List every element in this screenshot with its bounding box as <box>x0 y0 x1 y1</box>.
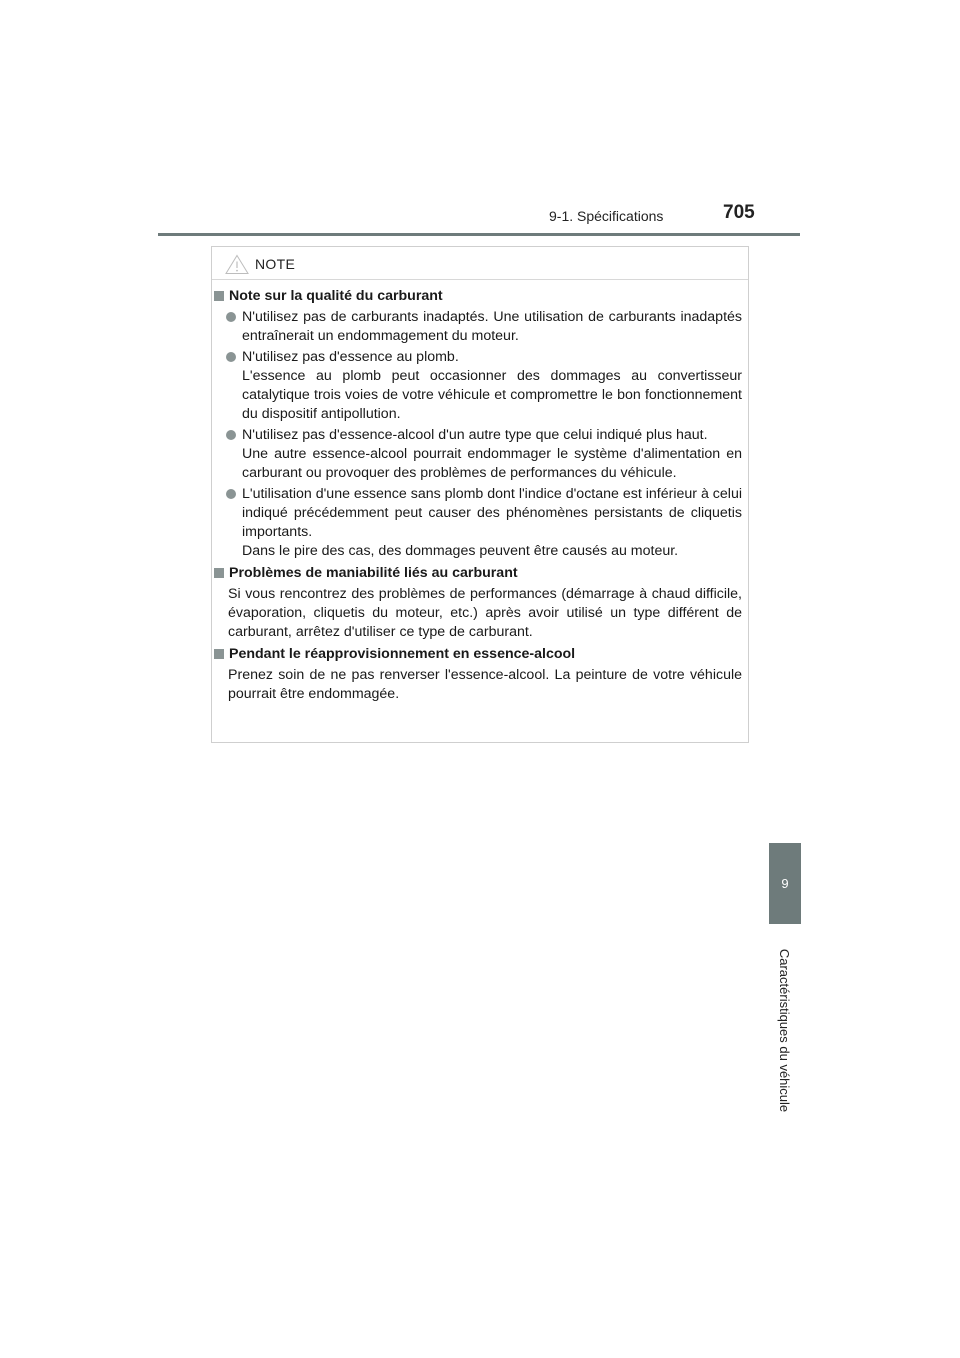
section-paragraph <box>228 585 742 642</box>
paragraph: N'utilisez pas de carburants inadaptés. Une utilisation de carburants inadaptés entraînerait un endommagement du moteur. <box>242 309 742 344</box>
note-header <box>225 253 295 275</box>
circle-bullet-icon <box>226 489 236 499</box>
list-item <box>226 348 742 424</box>
section-title: 9-1. Spécifications <box>549 208 664 224</box>
paragraph: N'utilisez pas d'essence-alcool d'un autre type que celui indiqué plus haut. <box>242 427 708 443</box>
circle-bullet-icon <box>226 352 236 362</box>
note-body <box>214 287 742 704</box>
list-item <box>226 485 742 561</box>
chapter-label-text: Caractéristiques du véhicule <box>777 948 793 1112</box>
page-number: 705 <box>723 202 755 223</box>
section-heading <box>214 287 742 306</box>
list-item-text <box>242 308 742 346</box>
list-item-text <box>242 485 742 561</box>
list-item <box>226 308 742 346</box>
header-rule <box>158 233 800 236</box>
square-bullet-icon <box>214 568 224 578</box>
note-divider <box>212 279 748 280</box>
note-section-drivability <box>214 564 742 642</box>
circle-bullet-icon <box>226 430 236 440</box>
square-bullet-icon <box>214 649 224 659</box>
list-item <box>226 426 742 483</box>
circle-bullet-icon <box>226 312 236 322</box>
paragraph: Si vous rencontrez des problèmes de performances (démarrage à chaud difficile, évaporation, cliquetis du moteur, etc.) après avoir utilisé un type différent de carburant, arrêtez d'utiliser ce type de carburant. <box>228 586 742 640</box>
section-heading-text: Note sur la qualité du carburant <box>229 288 443 304</box>
section-heading-text: Problèmes de maniabilité liés au carburant <box>229 565 518 581</box>
paragraph: N'utilisez pas d'essence au plomb. <box>242 349 459 365</box>
list-item-text <box>242 426 742 483</box>
square-bullet-icon <box>214 291 224 301</box>
paragraph: L'essence au plomb peut occasionner des dommages au convertisseur catalytique trois voies de votre véhicule et compromettre le bon fonctionnement du dispositif antipollution. <box>242 368 742 422</box>
paragraph: L'utilisation d'une essence sans plomb dont l'indice d'octane est inférieur à celui indiqué précédemment peut causer des phénomènes persistants de cliquetis importants. <box>242 486 742 540</box>
section-paragraph <box>228 666 742 704</box>
paragraph: Dans le pire des cas, des dommages peuvent être causés au moteur. <box>242 543 679 559</box>
chapter-number: 9 <box>781 876 789 891</box>
section-heading-text: Pendant le réapprovisionnement en essence-alcool <box>229 646 576 662</box>
chapter-side-label <box>753 932 817 1128</box>
note-section-refueling <box>214 645 742 704</box>
list-item-text <box>242 348 742 424</box>
section-heading <box>214 564 742 583</box>
note-title: NOTE <box>255 256 296 272</box>
chapter-tab <box>769 843 801 924</box>
note-section-fuel-quality <box>214 287 742 561</box>
paragraph: Une autre essence-alcool pourrait endommager le système d'alimentation en carburant ou provoquer des problèmes de performances du véhicule. <box>242 446 742 481</box>
warning-triangle-icon <box>225 254 249 275</box>
paragraph: Prenez soin de ne pas renverser l'essence-alcool. La peinture de votre véhicule pourrait être endommagée. <box>228 667 742 702</box>
section-heading <box>214 645 742 664</box>
